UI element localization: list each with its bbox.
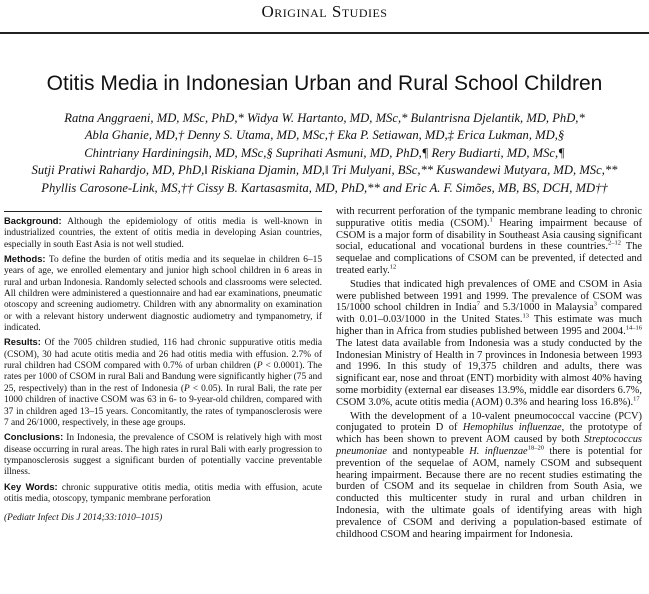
body-text-run: This estimate was much higher than in Africa from studies published between 1995 and 2004.	[336, 314, 642, 337]
header-rule	[0, 32, 649, 34]
p-value-symbol: P	[256, 361, 263, 372]
section-label: Original Studies	[261, 2, 388, 21]
reference-marker: 2–12	[607, 239, 621, 247]
body-text-run: there is potential for prevention of the sequelae of AOM, namely CSOM and subsequent hearing impairment. Because there are no recent studies estimating the burden of CSOM and its sequelae in children from South Asia, we conducted this multicenter study in rural and urban children in Indonesia, with the ultimate goals of identifying areas with high prevalence of CSOM and deriving a population-based estimate of childhood CSOM and hearing impairment for Indonesia.	[336, 445, 642, 540]
body-text	[336, 206, 642, 540]
p-value-symbol: P	[183, 383, 190, 394]
conclusions-text: In Indonesia, the prevalence of CSOM is relatively high with most disease occurring in rural areas. The high rates in rural Bali with early progression to tympanosclerosis suggest a significant burden of potentially vaccine preventable illness.	[4, 433, 322, 478]
reference-marker: 18–20	[527, 444, 544, 452]
abstract-conclusions	[4, 432, 322, 478]
abstract-rule	[4, 211, 322, 212]
abstract-results	[4, 337, 322, 429]
abstract	[4, 211, 322, 587]
body-text-run: Studies that indicated high prevalences of OME and CSOM in Asia were published between 1991 and 1999. The prevalence of CSOM was 15/1000 school children in India	[336, 278, 642, 314]
reference-marker: 13	[522, 312, 529, 320]
author-line: Abla Ghanie, MD,† Denny S. Utama, MD, MSc,† Eka P. Setiawan, MD,‡ Erica Lukman, MD,§	[84, 128, 565, 143]
body-paragraph	[336, 411, 642, 541]
keywords-text: chronic suppurative otitis media, otitis media with effusion, acute otitis media, otoscopy, tympanic membrane perforation	[4, 482, 322, 504]
background-text: Although the epidemiology of otitis media is well-known in industrialized countries, the extent of otitis media in developing Asian countries, especially in south East Asia is not well studied.	[4, 217, 322, 250]
reference-marker: 17	[633, 395, 640, 403]
abstract-background	[4, 216, 322, 251]
body-text-run: with recurrent perforation of the tympanic membrane leading to chronic suppurative otitis media (CSOM).	[336, 206, 642, 229]
body-text-run: compared with 0.01–0.03/1000 in the United States.	[336, 302, 642, 326]
abstract-methods	[4, 254, 322, 334]
abstract-keywords	[4, 482, 322, 506]
author-line: Chintriany Hardiningsih, MD, MSc,§ Suprihati Asmuni, MD, PhD,¶ Rery Budiarti, MD, MSc,¶	[84, 145, 565, 160]
body-text-run: , the prototype of which has been shown to prevent AOM caused by both	[336, 422, 642, 446]
species-name: Streptococcus pneumoniae	[336, 434, 642, 457]
species-name: H. influenzae	[469, 445, 528, 457]
body-text-run: The sequelae and complications of CSOM can be prevented, if detected and treated early.	[336, 241, 642, 276]
author-line: Ratna Anggraeni, MD, MSc, PhD,* Widya W. Hartanto, MD, MSc,* Bulantrisna Djelantik, MD, PhD,*	[64, 111, 585, 125]
reference-marker: 1	[489, 216, 493, 224]
section-header	[0, 2, 649, 22]
journal-citation: (Pediatr Infect Dis J 2014;33:1010–1015)	[4, 513, 163, 524]
reference-marker: 12	[389, 263, 397, 271]
body-text-run: With the development of a 10-valent pneumococcal vaccine (PCV) conjugated to protein D of	[336, 410, 642, 434]
results-text: < 0.0001). The rates per 1000 of CSOM in rural Bali and Bandung were significantly higher (75 and 25, respectively) than in the rest of Indonesia (	[4, 361, 323, 394]
results-label: Results:	[4, 337, 41, 348]
author-line: Sutji Pratiwi Rahardjo, MD, PhD,‖ Riskiana Djamin, MD,‖ Tri Mulyani, BSc,** Kuswandewi Mutyara, MD, MSc,**	[31, 163, 618, 178]
body-text-run: and nontypeable	[387, 445, 470, 457]
methods-label: Methods:	[4, 254, 46, 265]
methods-text: To define the burden of otitis media and its sequelae in children 6–15 years of age, we enrolled elementary and junior high school children in 6 areas in rural and urban Indonesia. Randomly selected schools and classrooms were selected. All children were administered a questionnaire and had ear examinations, pneumatic otoscopy and screening audiometry. Children with any abnormality on examination or with a relevant history underwent diagnostic audiometry and tympanometry, if indicated.	[4, 255, 322, 334]
body-text-run: Hearing impairment because of CSOM is a major form of disability in Southeast Asia causing significant social, educational and vocational burdens in these countries.	[336, 217, 642, 253]
reference-marker: 3	[593, 300, 597, 308]
body-paragraph	[336, 206, 642, 277]
author-list	[0, 110, 649, 197]
body-text-run: and 5.3/1000 in Malaysia	[479, 302, 594, 314]
reference-marker: 14–16	[625, 324, 642, 332]
species-name: Hemophilus influenzae	[462, 422, 562, 434]
results-text: Of the 7005 children studied, 116 had chronic suppurative otitis media (CSOM), 30 had acute otitis media and 26 had otitis media with effusion. 2.7% of rural children had CSOM compared with 0.7% of urban children (	[4, 338, 322, 372]
reference-marker: 7	[476, 300, 480, 308]
author-line: Phyllis Carosone-Link, MS,†† Cissy B. Kartasasmita, MD, PhD,** and Eric A. F. Simões, MB, BS, DCH, MD††	[41, 180, 608, 195]
results-text: < 0.05). In rural Bali, the rate per 1000 children of inactive CSOM was 63 in 6- to 9-year-old children, compared with 37 in children aged 13–15 years. Concomitantly, the rates of tympanosclerosis were 7 and 26/1000, respectively, in these age groups.	[4, 383, 322, 428]
conclusions-label: Conclusions:	[4, 432, 64, 443]
body-paragraph	[336, 279, 642, 409]
body-text-run: The latest data available from Indonesia was a study conducted by the Indonesian Ministry of Health in 7 provinces in Indonesia between 1993 and 1996. In this study of 19,375 children and adults, there was significant ear, nose and throat (ENT) morbidity with almost 40% having some morbidity (external ear diseases 13.9%, middle ear disorders 6.7%, CSOM 3.0%, acute otitis media (AOM) 0.3% and hearing loss 16.8%).	[336, 337, 642, 408]
article-title: Otitis Media in Indonesian Urban and Rural School Children	[46, 72, 603, 95]
background-label: Background:	[4, 216, 62, 226]
keywords-label: Key Words:	[4, 481, 58, 492]
